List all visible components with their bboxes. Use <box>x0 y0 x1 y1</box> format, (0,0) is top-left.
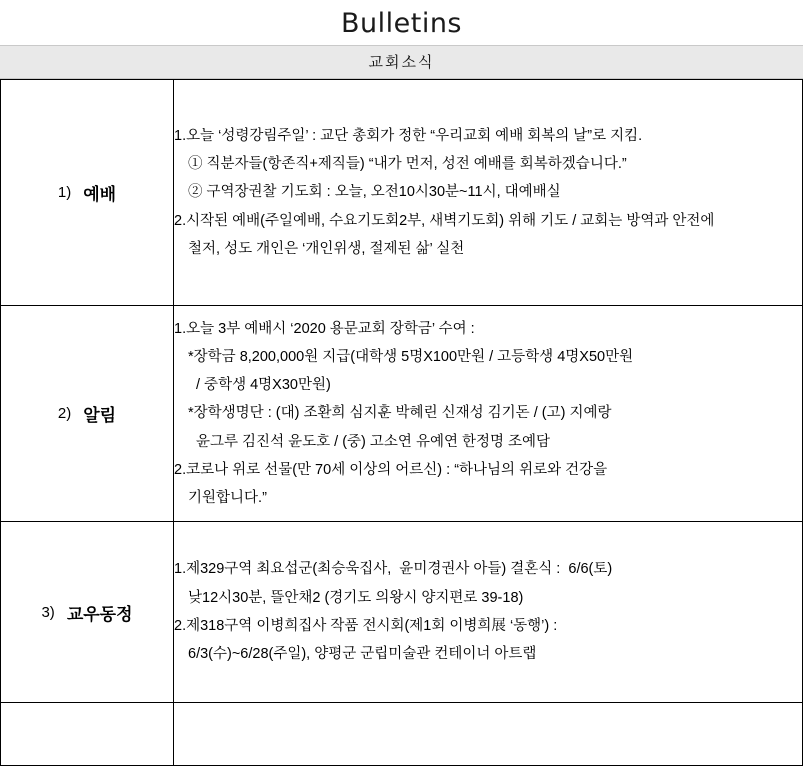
section-title: 예배 <box>83 185 117 204</box>
bulletin-table <box>0 79 803 766</box>
table-row-empty <box>1 703 803 766</box>
section-title: 교우동정 <box>66 604 133 624</box>
content-line: ① 직분자들(항존직+제직들) “내가 먼저, 성전 예배를 회복하겠습니다.” <box>188 156 627 173</box>
page-subtitle: 교회소식 <box>0 45 803 79</box>
content-line: 기원합니다.” <box>188 490 267 507</box>
section-label-news <box>1 522 174 703</box>
section-number: 3) <box>41 603 55 621</box>
table-row <box>1 522 803 703</box>
section-content-worship <box>174 80 803 306</box>
content-line: 낮12시30분, 뜰안채2 (경기도 의왕시 양지편로 39-18) <box>188 589 524 606</box>
content-line: 2.시작된 예배(주일예배, 수요기도회2부, 새벽기도회) 위해 기도 / 교회는 방역과 안전에 <box>174 212 715 229</box>
content-line: *장학생명단 : (대) 조환희 심지훈 박혜린 신재성 김기돈 / (고) 지예랑 <box>188 405 612 422</box>
content-line: 6/3(수)~6/28(주일), 양평군 군립미술관 컨테이너 아트랩 <box>188 646 537 663</box>
content-line: *장학금 8,200,000원 지급(대학생 5명X100만원 / 고등학생 4명X50만원 <box>188 348 634 365</box>
content-line: 철저, 성도 개인은 ‘개인위생, 절제된 삶’ 실천 <box>188 240 465 257</box>
table-row <box>1 80 803 306</box>
content-line: / 중학생 4명X30만원) <box>196 377 331 394</box>
empty-label-cell <box>1 703 174 766</box>
section-title: 알림 <box>83 406 117 425</box>
page-title: Bulletins <box>340 8 463 39</box>
content-line: 1.오늘 ‘성령강림주일’ : 교단 총회가 정한 “우리교회 예배 회복의 날”로 지킴. <box>174 127 643 144</box>
section-number: 2) <box>57 405 72 422</box>
empty-content-cell <box>174 703 803 766</box>
content-line: 1.오늘 3부 예배시 ‘2020 용문교회 장학금’ 수여 : <box>174 320 475 337</box>
section-content-news <box>174 522 803 703</box>
section-label-worship <box>1 80 174 306</box>
content-line: 1.제329구역 최요섭군(최승욱집사, 윤미경권사 아들) 결혼식 : 6/6(토) <box>174 561 613 578</box>
content-line: ② 구역장권찰 기도회 : 오늘, 오전10시30분~11시, 대예배실 <box>188 184 561 201</box>
content-line: 2.코로나 위로 선물(만 70세 이상의 어르신) : “하나님의 위로와 건강을 <box>174 461 608 478</box>
content-line: 윤그루 김진석 윤도호 / (중) 고소연 유예연 한정명 조예담 <box>196 433 551 450</box>
table-row <box>1 306 803 522</box>
section-content-notice <box>174 306 803 522</box>
section-number: 1) <box>57 184 72 201</box>
content-line: 2.제318구역 이병희집사 작품 전시회(제1회 이병희展 ‘동행’) : <box>174 618 558 634</box>
section-label-notice <box>1 306 174 522</box>
